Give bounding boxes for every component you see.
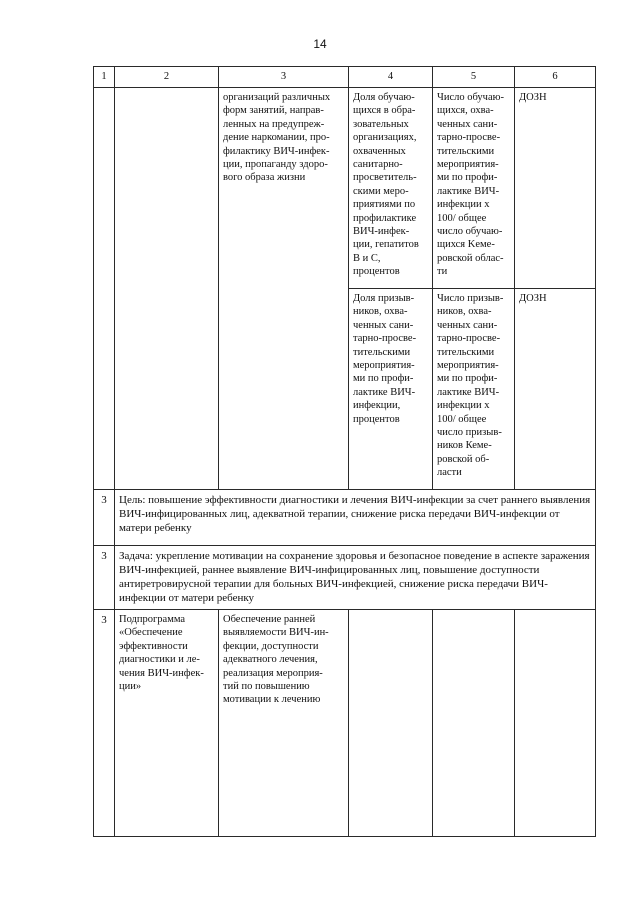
task-text: Задача: укрепление мотивации на сохранение здоровья и безопасное поведение в аспекте заражения ВИЧ-инфекцией, раннее выявление ВИЧ-инфицированных лиц, повышение доступности антиретровирусной терапии для больных ВИЧ-инфекцией, снижение риска передачи ВИЧ-инфекции от матери ребенку [115, 546, 596, 610]
column-header-2: 2 [115, 67, 219, 88]
cell-empty [349, 610, 433, 837]
indicator-students: Доля обучаю- щихся в обра- зовательных организациях, охваченных санитарно- просветитель- скими меро- приятиями по профилактике ВИЧ-инфек- ции, гепатитов В и С, процентов [349, 88, 433, 289]
cell-empty [433, 610, 515, 837]
indicator-conscripts: Доля призыв- ников, охва- ченных сани- тарно-просве- тительскими мероприятия- ми по профи- лактике ВИЧ- инфекции, процентов [349, 289, 433, 490]
table-row [94, 88, 596, 289]
task-number: 3 [94, 546, 115, 610]
goal-number: 3 [94, 490, 115, 546]
program-table [93, 66, 596, 837]
executor-students: ДОЗН [515, 88, 596, 289]
executor-conscripts: ДОЗН [515, 289, 596, 490]
cell-empty [94, 88, 115, 490]
subprogram-description: Обеспечение ранней выявляемости ВИЧ-ин- фекции, доступности адекватного лечения, реализация мероприя- тий по повышению мотивации к лечению [219, 610, 349, 837]
task-row [94, 546, 596, 610]
column-header-4: 4 [349, 67, 433, 88]
subprogram-row [94, 610, 596, 837]
goal-row [94, 490, 596, 546]
column-number-row [94, 67, 596, 88]
subprogram-number: 3 [94, 610, 115, 837]
cell-empty [115, 88, 219, 490]
cell-empty [515, 610, 596, 837]
activity-description: организаций различных форм занятий, направ- ленных на предупреж- дение наркомании, про- филактику ВИЧ-инфек- ции, пропаганду здоро- вого образа жизни [219, 88, 349, 490]
column-header-5: 5 [433, 67, 515, 88]
column-header-6: 6 [515, 67, 596, 88]
formula-students: Число обучаю- щихся, охва- ченных сани- тарно-просве- тительскими мероприятия- ми по профи- лактике ВИЧ- инфекции х 100/ общее число обучаю- щихся Keме- ровской облас- ти [433, 88, 515, 289]
page-number: 14 [313, 37, 327, 51]
column-header-1: 1 [94, 67, 115, 88]
column-header-3: 3 [219, 67, 349, 88]
formula-conscripts: Число призыв- ников, охва- ченных сани- тарно-просве- тительскими мероприятия- ми по профи- лактике ВИЧ- инфекции х 100/ общее число призыв- ников Кеме- ровской об- ласти [433, 289, 515, 490]
subprogram-name: Подпрограмма «Обеспечение эффективности диагностики и ле- чения ВИЧ-инфек- ции» [115, 610, 219, 837]
goal-text: Цель: повышение эффективности диагностики и лечения ВИЧ-инфекции за счет раннего выявления ВИЧ-инфицированных лиц, адекватной терапии, снижение риска передачи ВИЧ-инфекции от матери ребенку [115, 490, 596, 546]
